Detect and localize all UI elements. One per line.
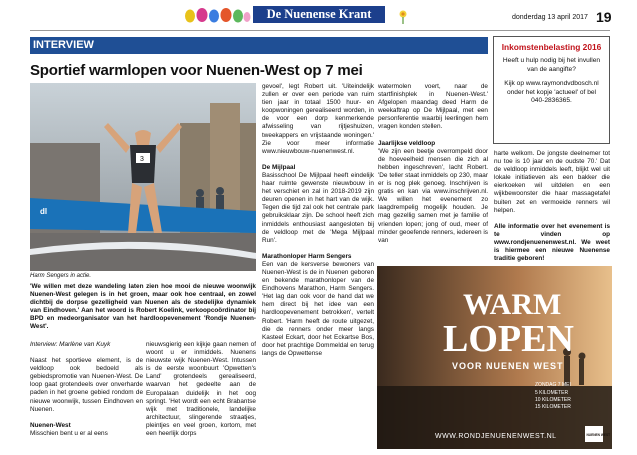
article-column-5 [494,150,610,264]
paragraph: Basisschool De Mijlpaal heeft eindelijk haar ruimte gewenste nieuwbouw in het verschiet en zal in 2018-2019 zijn deuren openen in het hart van de wijk. Tegen die tijd zal ook het centrale park gebruiksklaar zijn. De school heeft zich inmiddels enthousiast aangesloten bij de veldloop met de 'Mega Mijlpaal Run'. [262,171,374,244]
advert-title-line1: WARM [463,288,562,321]
advert-date: ZONDAG 7 MEI [535,382,571,388]
page-number: 19 [596,9,612,25]
article-headline: Sportief warmlopen voor Nuenen-West op 7 mei [30,62,363,79]
paragraph: Een van de kersverse bewoners van Nuenen-West is de in Nuenen geboren en bekende marathonloper van de Eindhovens Marathon, Harm Sengers. 'Het lag dan ook voor de hand dat we hem direct bij het idee van een hardloopevenement betrokken', vertelt Robert. 'Harm heeft de route uitgezet, die de renners onder meer langs Kasteel Eckart, door het Eckartse Bos, door het prachtige Dommeldal en terug langs de Opwettense [262,260,374,357]
paragraph: 'We zijn een beetje overrompeld door de hoeveelheid mensen die zich al hebben ingeschreven', lacht Robert. 'De teller staat inmiddels op 230, maar er is nog plek genoeg. Inschrijven is gratis en kan via www.inschrijven.nl. We willen het evenement zo laagdrempelig mogelijk houden. Je mag gezellig samen met je familie of vrienden lopen; jong of oud, meer of minder geoefende renners, iedereen is van [378,147,488,244]
advert-distance: 10 KILOMETER [535,397,571,403]
runner-photo [30,83,256,271]
advert-distance: 15 KILOMETER [535,404,571,410]
subheading: Jaarlijkse veldloop [378,139,436,147]
tax-advert-question: Heeft u hulp nodig bij het invullen van de aangifte? [502,57,601,73]
tax-advert-title: Inkomstenbelasting 2016 [501,42,602,52]
article-intro [30,283,256,337]
svg-text:dl: dl [40,207,48,216]
daffodil-icon [395,8,411,24]
issue-date: donderdag 13 april 2017 [512,14,588,21]
subheading: Marathonloper Harm Sengers [262,252,352,260]
advert-distance: 5 KILOMETER [535,390,569,396]
advert-url: WWW.RONDJENUENENWEST.NL [435,433,557,440]
easter-eggs-icon [183,6,251,24]
tax-advert-contact: Kijk op www.raymondvdbosch.nl onder het kopje 'actueel' of bel 040-2836365. [504,80,599,105]
warmlopen-advert [377,266,612,449]
article-column-4 [378,83,488,263]
photo-caption: Harm Sengers in actie. [30,273,92,279]
paragraph: nieuwsgierig een kijkje gaan nemen of woont u er inmiddels. Nuenens nieuwste wijk Nuenen-West. Intussen is de eerste woonbuurt 'Opwetten's Land' grotendeels gerealiseerd, waarvan het gedeelte aan de Europalaan duidelijk in het oog springt. 'Het wordt een echt Brabantse wijk met traditionele, landelijke architectuur, slingerende straatjes, pleintjes en veel groen, kortom, met een heerlijk dorps [146,341,256,438]
byline: Interview: Marlène van Kuyk [30,341,111,348]
bib-number: 3 [140,156,144,163]
advert-title-line2: LOPEN [443,318,574,360]
paragraph: harte welkom. De jongste deelnemer tot nu toe is 10 jaar en de oudste 70.' Dat de veldloop inmiddels leeft, blijkt wel uit lokale initiatieven als een bakker die eierkoeken wil uitdelen en een wijkbewoonster die haar massagetafel buiten zet en vermoeide renners wil helpen. [494,150,610,214]
article-column-2 [146,341,256,453]
paragraph: watermolen voert, naar de startfinishplek in Nuenen-West.' Afgelopen maandag deed Harm de weekaftrap op De Mijlpaal, met een personferentie waarbij leerlingen hem vragen konden stellen. [378,83,488,131]
advert-tagline: VOOR NUENEN WEST [452,361,564,371]
intro-paragraph: 'We willen met deze wandeling laten zien hoe mooi de nieuwe woonwijk Nuenen-West gelegen is in het groen, maar ook hoe centraal, en zowel dichtbij de dorpse gezelligheid van Nuenen als de stedelijke dynamiek van Eindhoven.' Aan het woord is Robert Koelink, verkoopcoördinator bij BPD en medeorganisator van het hardloopevenement 'Rondje Nuenen-West'. [30,283,256,331]
paragraph: Naast het sportieve element, is de veldloop ook bedoeld als gebiedspromotie van Nuenen-West. De loop gaat grotendeels over onverharde paden in het groene gebied rondom de nieuwe woonwijk, tussen Eindhoven en Nuenen. [30,357,143,413]
tax-advert-box [493,36,610,144]
newspaper-logo: De Nuenense Krant [253,6,385,23]
section-label: INTERVIEW [30,37,488,54]
article-column-1 [30,341,143,453]
subheading: De Mijlpaal [262,163,296,171]
subheading: Nuenen-West [30,421,71,429]
advert-brand: NUENEN WEST [586,433,611,437]
header-divider [30,30,610,31]
closing-paragraph: Alle informatie over het evenement is te vinden op www.rondjenuenenwest.nl. We weet is hiermee een nieuwe Nuenense traditie geboren! [494,222,610,263]
paragraph: Misschien bent u er al eens [30,429,108,437]
article-column-3 [262,83,374,453]
paragraph: gevoel', legt Robert uit. 'Uiteindelijk zullen er over een periode van ruim tien jaar in totaal 1500 huur- en koopwoningen gerealiseerd worden, in de voor een dorp kenmerkende afwisseling van rijtjeshuizen, tweekappers en vrijstaande woningen.' Zie voor meer informatie www.nieuwbouw-nuenenwest.nl. [262,83,374,155]
